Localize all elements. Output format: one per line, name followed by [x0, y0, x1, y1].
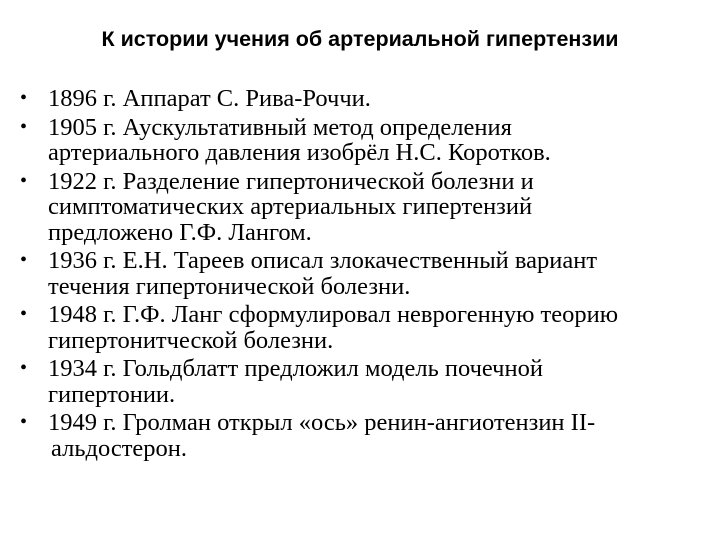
list-item: [20, 302, 720, 353]
item-text-line: 1922 г. Разделение гипертонической болезни и: [48, 167, 534, 195]
bullet-icon: •: [20, 115, 28, 138]
item-text-line: гипертонитческой болезни.: [48, 326, 334, 354]
item-text-line: течения гипертонической болезни.: [48, 272, 411, 300]
bullet-icon: •: [20, 87, 28, 109]
item-text-line: 1905 г. Аускультативный метод определения: [48, 113, 512, 141]
list-item: [20, 169, 720, 246]
list-item: [20, 248, 720, 299]
item-text-line: артериального давления изобрёл Н.С. Коротков.: [48, 139, 551, 166]
item-text-line: 1936 г. Е.Н. Тареев описал злокачественный вариант: [48, 247, 598, 274]
item-text-line: гипертонии.: [48, 380, 176, 408]
list-item: [20, 410, 720, 461]
item-text-line: 1896 г. Аппарат С. Рива-Роччи.: [48, 85, 371, 112]
item-text-line: 1934 г. Гольдблатт предложил модель почечной: [48, 355, 543, 382]
item-text-line: предложено Г.Ф. Лангом.: [48, 218, 312, 246]
bullet-icon: •: [20, 411, 28, 433]
page-title: К истории учения об артериальной гипертензии: [101, 27, 619, 51]
item-text-line: симптоматических артериальных гипертензий: [48, 193, 533, 220]
list-item: [20, 356, 720, 407]
bullet-icon: •: [20, 357, 28, 379]
item-text-line: альдостерон.: [51, 434, 188, 462]
bullet-icon: •: [20, 249, 28, 271]
bullet-icon: •: [20, 303, 28, 325]
list-item: [20, 86, 720, 112]
item-text-line: 1948 г. Г.Ф. Ланг сформулировал неврогенную теорию: [48, 301, 618, 328]
history-list: [20, 86, 720, 464]
item-text-line: 1949 г. Гролман открыл «ось» ренин-ангиотензин II-: [48, 409, 596, 436]
bullet-icon: •: [20, 169, 28, 192]
list-item: [20, 115, 720, 166]
